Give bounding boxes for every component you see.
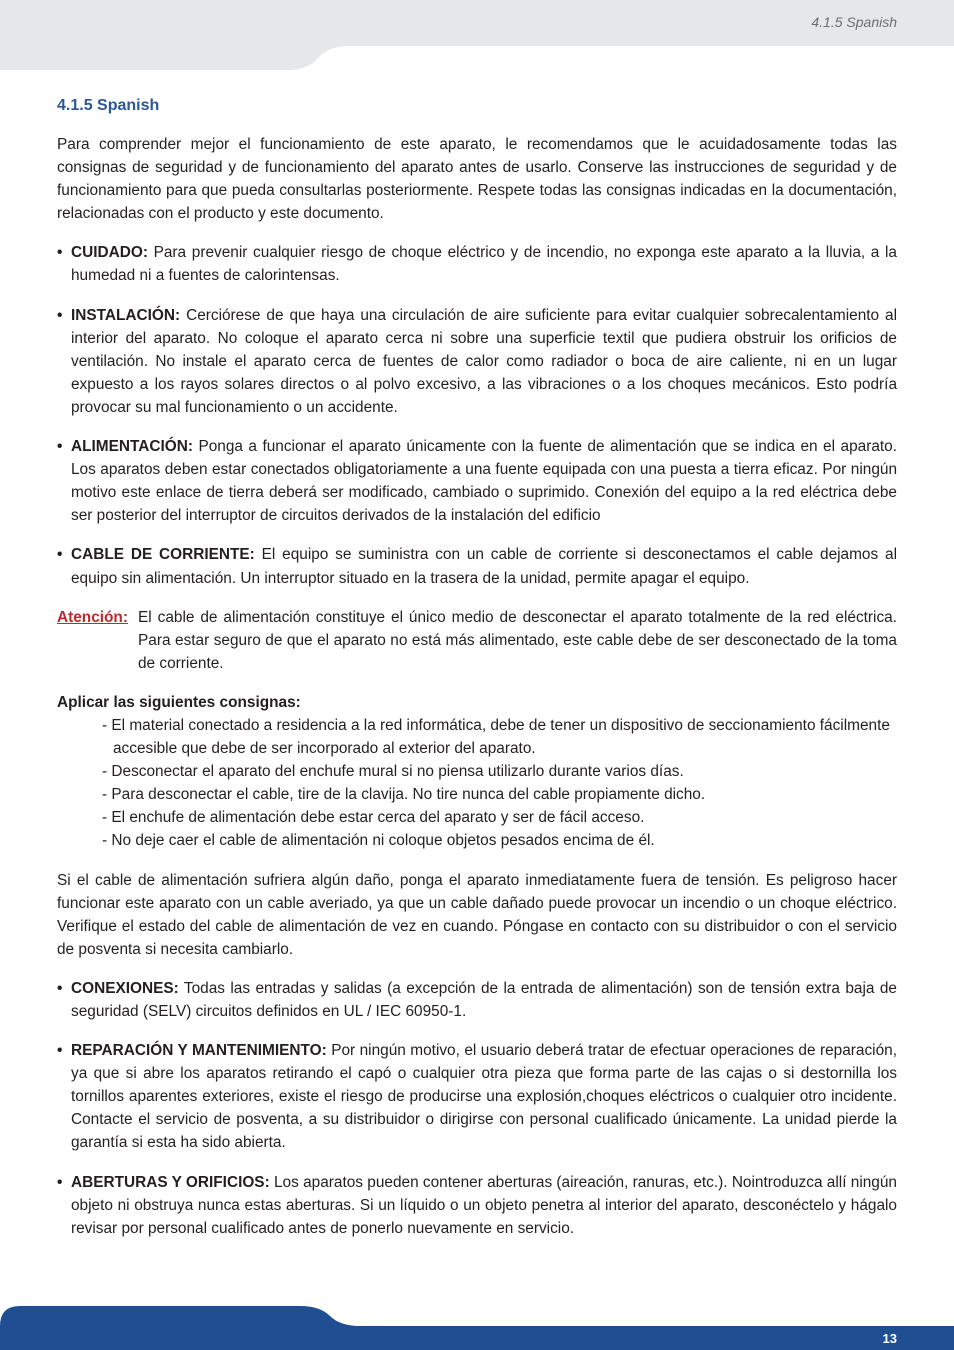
- page-number: 13: [882, 1331, 897, 1346]
- bullet-text: El equipo se suministra con un cable de corriente si desconectamos el cable dejamos al equipo sin alimentación. Un interruptor situado en la trasera de la unidad, permite apagar el equipo.: [71, 546, 897, 587]
- bullet-text: Para prevenir cualquier riesgo de choque eléctrico y de incendio, no exponga este aparato a la lluvia, a la humedad ni a fuentes de calorintensas.: [71, 244, 897, 285]
- bullet-label: ALIMENTACIÓN:: [71, 438, 193, 456]
- bullet-text: Cerciórese de que haya una circulación de aire suficiente para evitar cualquier sobrecalentamiento al interior del aparato. No coloque el aparato cerca ni sobre una superficie textil que pudiera obstruir los orificios de ventilación. No instale el aparato cerca de fuentes de calor como radiador o boca de aire caliente, ni en un lugar expuesto a los rayos solares directos o al polvo excesivo, a las vibraciones o a los choques mecánicos. Esto podría provocar su mal funcionamiento o un accidente.: [71, 306, 897, 416]
- bullet-label: REPARACIÓN Y MANTENIMIENTO:: [71, 1042, 327, 1060]
- apply-list: [57, 714, 897, 853]
- list-item: - El enchufe de alimentación debe estar cerca del aparato y ser de fácil acceso.: [102, 809, 645, 827]
- bullet-conexiones: [57, 977, 897, 1023]
- attention-text: El cable de alimentación constituye el único medio de desconectar el aparato totalmente de la red eléctrica. Para estar seguro de que el aparato no está más alimentado, este cable debe de ser desconectado de la toma de corriente.: [138, 608, 897, 672]
- bullet-label: INSTALACIÓN:: [71, 306, 181, 324]
- bullet-dot: •: [57, 438, 63, 456]
- bullet-dot: •: [57, 1173, 63, 1191]
- list-item: - El material conectado a residencia a la red informática, debe de tener un dispositivo de seccionamiento fácilmente accesible que debe de ser incorporado al exterior del aparato.: [102, 716, 890, 758]
- list-item: - No deje caer el cable de alimentación ni coloque objetos pesados encima de él.: [102, 832, 655, 850]
- bullet-label: CUIDADO:: [71, 244, 148, 262]
- bullet-aberturas: [57, 1171, 897, 1240]
- apply-heading: Aplicar las siguientes consignas:: [57, 693, 301, 711]
- bullet-text: Ponga a funcionar el aparato únicamente con la fuente de alimentación que se indica en el aparato. Los aparatos deben estar conectados obligatoriamente a una fuente equipada con una puesta a tierra eficaz. Por ningún motivo este enlace de tierra deberá ser modificado, cambiado o suprimido. Conexión del equipo a la red eléctrica debe ser posterior del interruptor de circuitos derivados de la instalación del edificio: [71, 438, 897, 525]
- bullet-dot: •: [57, 244, 63, 262]
- footer-band: [0, 1304, 954, 1350]
- list-item: - Para desconectar el cable, tire de la clavija. No tire nunca del cable propiamente dicho.: [102, 786, 706, 804]
- bullet-alimentacion: [57, 435, 897, 527]
- intro-paragraph: Para comprender mejor el funcionamiento de este aparato, le recomendamos que le acuidadosamente todas las consignas de seguridad y de funcionamiento del aparato antes de usarlo. Conserve las instrucciones de seguridad y de funcionamiento para que pueda consultarlas posteriormente. Respete todas las consignas indicadas en la documentación, relacionadas con el producto y este documento.: [57, 136, 897, 223]
- list-item: - Desconectar el aparato del enchufe mural si no piensa utilizarlo durante varios días.: [102, 763, 684, 781]
- document-body: [57, 95, 897, 1256]
- bullet-dot: •: [57, 306, 63, 324]
- bullet-label: CONEXIONES:: [71, 979, 179, 997]
- bullet-text: Por ningún motivo, el usuario deberá tratar de efectuar operaciones de reparación, ya que si abre los aparatos retirando el capó o cualquier otra pieza que forma parte de las cajas o si destornilla los tornillos aparentes exteriores, existe el riesgo de producirse una explosión,choques eléctricos o cualquier otro incidente. Contacte el servicio de posventa, a su distribuidor o dirigirse con personal cualificado únicamente. La unidad pierde la garantía si esta ha sido abierta.: [71, 1042, 897, 1152]
- bullet-instalacion: [57, 304, 897, 419]
- bullet-reparacion: [57, 1039, 897, 1154]
- bullet-label: ABERTURAS Y ORIFICIOS:: [71, 1173, 270, 1191]
- header-band: [0, 0, 954, 70]
- attention-note: [57, 606, 897, 675]
- section-title: 4.1.5 Spanish: [57, 97, 160, 114]
- bullet-cable-de-corriente: [57, 543, 897, 589]
- bullet-text: Los aparatos pueden contener aberturas (aireación, ranuras, etc.). Nointroduzca allí ningún objeto ni obstruya nunca estas aberturas. Si un líquido o un objeto penetra al interior del aparato, desconéctelo y hágalo revisar por personal cualificado antes de ponerlo nuevamente en servicio.: [71, 1173, 897, 1237]
- bullet-dot: •: [57, 1042, 63, 1060]
- bullet-dot: •: [57, 546, 63, 564]
- bullet-label: CABLE DE CORRIENTE:: [71, 546, 255, 564]
- running-header: 4.1.5 Spanish: [811, 14, 897, 30]
- bullet-dot: •: [57, 979, 63, 997]
- bullet-cuidado: [57, 241, 897, 287]
- bullet-text: Todas las entradas y salidas (a excepción de la entrada de alimentación) son de tensión extra baja de seguridad (SELV) circuitos definidos en UL / IEC 60950-1.: [71, 979, 897, 1020]
- attention-label: Atención:: [57, 608, 128, 626]
- damage-paragraph: Si el cable de alimentación sufriera algún daño, ponga el aparato inmediatamente fuera de tensión. Es peligroso hacer funcionar este aparato con un cable averiado, ya que un cable dañado puede provocar un incendio o un choque eléctrico. Verifique el estado del cable de alimentación de vez en cuando. Póngase en contacto con su distribuidor o con el servicio de posventa si necesita cambiarlo.: [57, 871, 897, 958]
